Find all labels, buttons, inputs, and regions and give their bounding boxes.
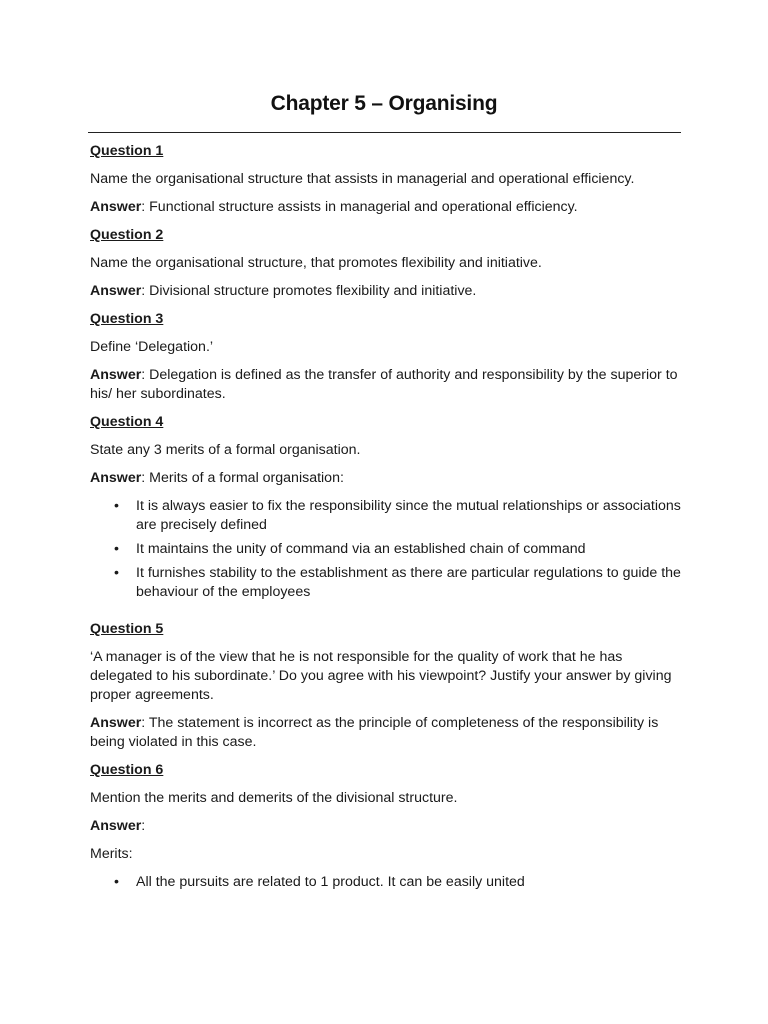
question-text: Define ‘Delegation.’: [90, 339, 214, 355]
answer-text: [90, 366, 682, 404]
question-heading: Question 2: [90, 227, 164, 243]
question-heading: Question 1: [90, 143, 164, 159]
answer-label: Answer: [90, 367, 142, 383]
question-text: Mention the merits and demerits of the divisional structure.: [90, 790, 458, 806]
answer-label: Answer: [90, 283, 142, 299]
answer-body: : The statement is incorrect as the principle of completeness of the responsibility is being violated in this case.: [90, 715, 659, 750]
answer-body: : Delegation is defined as the transfer of authority and responsibility by the superior to his/ her subordinates.: [90, 367, 678, 402]
answer-text: [90, 469, 682, 488]
answer-label: Answer: [90, 715, 142, 731]
question-heading: Question 3: [90, 311, 164, 327]
question-heading: Question 6: [90, 762, 164, 778]
list-item: • It furnishes stability to the establishment as there are particular regulations to guide the behaviour of the employees: [136, 564, 682, 602]
answer-body: : Functional structure assists in managerial and operational efficiency.: [141, 199, 578, 215]
title-divider: [88, 132, 681, 133]
answer-label: Answer: [90, 199, 142, 215]
bullet-list: [90, 497, 682, 602]
merits-subheading: Merits:: [90, 846, 133, 862]
answer-label: Answer: [90, 818, 142, 834]
question-text: Name the organisational structure that assists in managerial and operational efficiency.: [90, 171, 635, 187]
answer-body: : Divisional structure promotes flexibility and initiative.: [141, 283, 477, 299]
answer-text: [90, 198, 682, 217]
bullet-list: [90, 873, 682, 892]
answer-body: :: [141, 818, 146, 834]
question-text: State any 3 merits of a formal organisation.: [90, 442, 361, 458]
list-item: • All the pursuits are related to 1 product. It can be easily united: [136, 873, 682, 892]
list-item: • It is always easier to fix the responsibility since the mutual relationships or associations are precisely defined: [136, 497, 682, 535]
question-heading: Question 4: [90, 414, 164, 430]
answer-text: [90, 817, 682, 836]
answer-label: Answer: [90, 470, 142, 486]
question-text: ‘A manager is of the view that he is not responsible for the quality of work that he has delegated to his subordinate.’ Do you agree with his viewpoint? Justify your answer by giving proper agreements.: [90, 649, 672, 703]
list-item: • It maintains the unity of command via an established chain of command: [136, 540, 682, 559]
answer-text: [90, 282, 682, 301]
answer-text: [90, 714, 682, 752]
answer-body: : Merits of a formal organisation:: [141, 470, 344, 486]
question-heading: Question 5: [90, 621, 164, 637]
document-body: [90, 142, 682, 897]
question-text: Name the organisational structure, that promotes flexibility and initiative.: [90, 255, 542, 271]
page-title: Chapter 5 – Organising: [270, 92, 498, 115]
spacer: [90, 607, 682, 620]
